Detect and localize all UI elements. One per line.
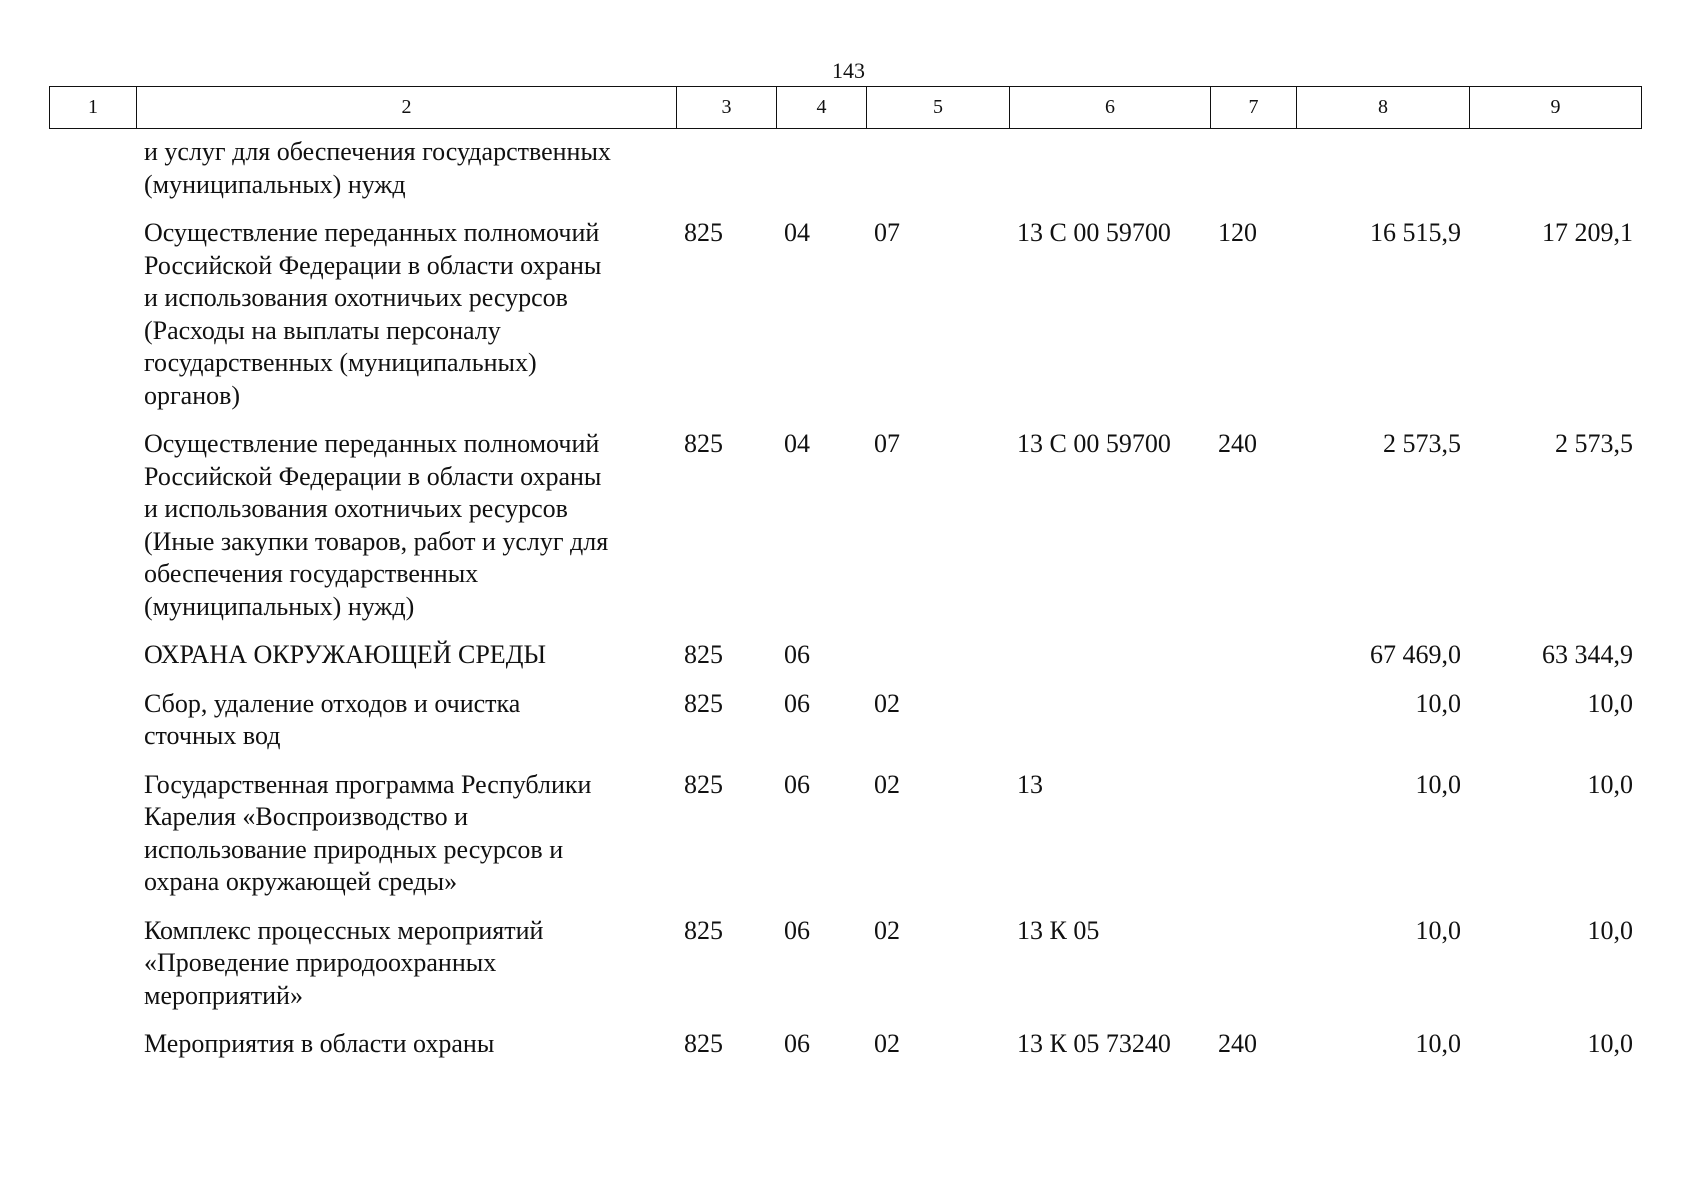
cell-amount-year1: 16 515,9 (1370, 218, 1461, 247)
cell-expense-type (1210, 682, 1296, 763)
table-row (49, 763, 1641, 909)
cell-section: 06 (784, 769, 810, 799)
table-row (49, 1022, 1641, 1071)
row-name: и услуг для обеспечения государственных (муниципальных) нужд (144, 137, 611, 199)
cell-section: 04 (784, 429, 810, 458)
cell-subsection: 02 (874, 1029, 900, 1058)
row-name: ОХРАНА ОКРУЖАЮЩЕЙ СРЕДЫ (144, 640, 547, 669)
cell-expense-type (1210, 909, 1296, 1023)
row-name: Сбор, удаление отходов и очистка сточных вод (144, 688, 521, 750)
cell-ministry-code: 825 (684, 688, 723, 718)
cell-amount-year1 (1296, 130, 1469, 211)
cell-expense-type: 240 (1218, 1029, 1257, 1058)
row-name: Государственная программа Республики Карелия «Воспроизводство и использование природных ресурсов и охрана окружающей среды» (144, 769, 592, 896)
cell-subsection: 02 (874, 915, 900, 945)
row-name: Осуществление переданных полномочий Российской Федерации в области охраны и использования охотничьих ресурсов (Расходы на выплаты персоналу государственных (муниципальных) органов) (144, 218, 602, 410)
cell-ministry-code: 825 (684, 640, 723, 669)
column-number: 9 (1470, 87, 1642, 129)
cell-expense-type (1210, 633, 1296, 682)
cell-section: 06 (784, 688, 810, 718)
cell-target-article (1009, 130, 1210, 211)
cell-amount-year2 (1469, 130, 1641, 211)
cell-subsection: 02 (874, 769, 900, 799)
column-number: 8 (1297, 87, 1470, 129)
cell-expense-type (1210, 130, 1296, 211)
budget-table (49, 130, 1641, 1071)
cell-amount-year2: 2 573,5 (1555, 429, 1633, 458)
cell-amount-year1: 10,0 (1415, 1029, 1461, 1058)
table-row (49, 682, 1641, 763)
cell-target-article: 13 С 00 59700 (1017, 429, 1171, 458)
column-header-table (49, 86, 1642, 129)
cell-target-article: 13 С 00 59700 (1017, 218, 1171, 247)
table-row (49, 633, 1641, 682)
cell-amount-year2: 17 209,1 (1542, 218, 1633, 247)
row-name: Комплекс процессных мероприятий «Проведение природоохранных мероприятий» (144, 915, 544, 1010)
cell-ministry-code (676, 130, 776, 211)
cell-subsection: 07 (874, 218, 900, 247)
cell-subsection: 02 (874, 688, 900, 718)
table-row (49, 130, 1641, 211)
cell-subsection (866, 130, 1009, 211)
column-number: 3 (677, 87, 777, 129)
cell-section: 06 (784, 1029, 810, 1058)
column-number: 5 (867, 87, 1010, 129)
cell-amount-year1: 2 573,5 (1383, 429, 1461, 458)
cell-subsection (866, 633, 1009, 682)
table-body (49, 130, 1641, 1071)
cell-amount-year2: 63 344,9 (1542, 640, 1633, 669)
cell-ministry-code: 825 (684, 218, 723, 247)
cell-target-article: 13 (1017, 769, 1043, 799)
cell-target-article (1009, 682, 1210, 763)
cell-ministry-code: 825 (684, 429, 723, 458)
page-number: 143 (832, 58, 865, 83)
cell-section: 06 (784, 640, 810, 669)
cell-amount-year2: 10,0 (1587, 1029, 1633, 1058)
cell-amount-year1: 10,0 (1415, 769, 1461, 799)
cell-amount-year1: 10,0 (1415, 915, 1461, 945)
table-row (49, 211, 1641, 422)
cell-target-article: 13 К 05 (1017, 915, 1100, 945)
cell-subsection: 07 (874, 429, 900, 458)
column-number: 7 (1211, 87, 1297, 129)
table-row (49, 909, 1641, 1023)
column-number: 1 (50, 87, 137, 129)
cell-ministry-code: 825 (684, 769, 723, 799)
cell-expense-type: 120 (1218, 218, 1257, 247)
cell-expense-type (1210, 763, 1296, 909)
cell-amount-year1: 10,0 (1415, 688, 1461, 718)
row-name: Мероприятия в области охраны (144, 1029, 495, 1058)
cell-ministry-code: 825 (684, 1029, 723, 1058)
column-number: 6 (1010, 87, 1211, 129)
cell-amount-year2: 10,0 (1587, 769, 1633, 799)
cell-amount-year2: 10,0 (1587, 688, 1633, 718)
column-number-row (50, 87, 1642, 129)
cell-target-article: 13 К 05 73240 (1017, 1029, 1171, 1058)
cell-expense-type: 240 (1218, 429, 1257, 458)
row-name: Осуществление переданных полномочий Российской Федерации в области охраны и использования охотничьих ресурсов (Иные закупки товаров, работ и услуг для обеспечения государственных (муниципальных) нужд) (144, 429, 609, 621)
cell-section (776, 130, 866, 211)
cell-ministry-code: 825 (684, 915, 723, 945)
column-number: 4 (777, 87, 867, 129)
table-row (49, 422, 1641, 633)
cell-amount-year2: 10,0 (1587, 915, 1633, 945)
cell-amount-year1: 67 469,0 (1370, 640, 1461, 669)
cell-section: 04 (784, 218, 810, 247)
cell-target-article (1009, 633, 1210, 682)
cell-section: 06 (784, 915, 810, 945)
column-number: 2 (137, 87, 677, 129)
